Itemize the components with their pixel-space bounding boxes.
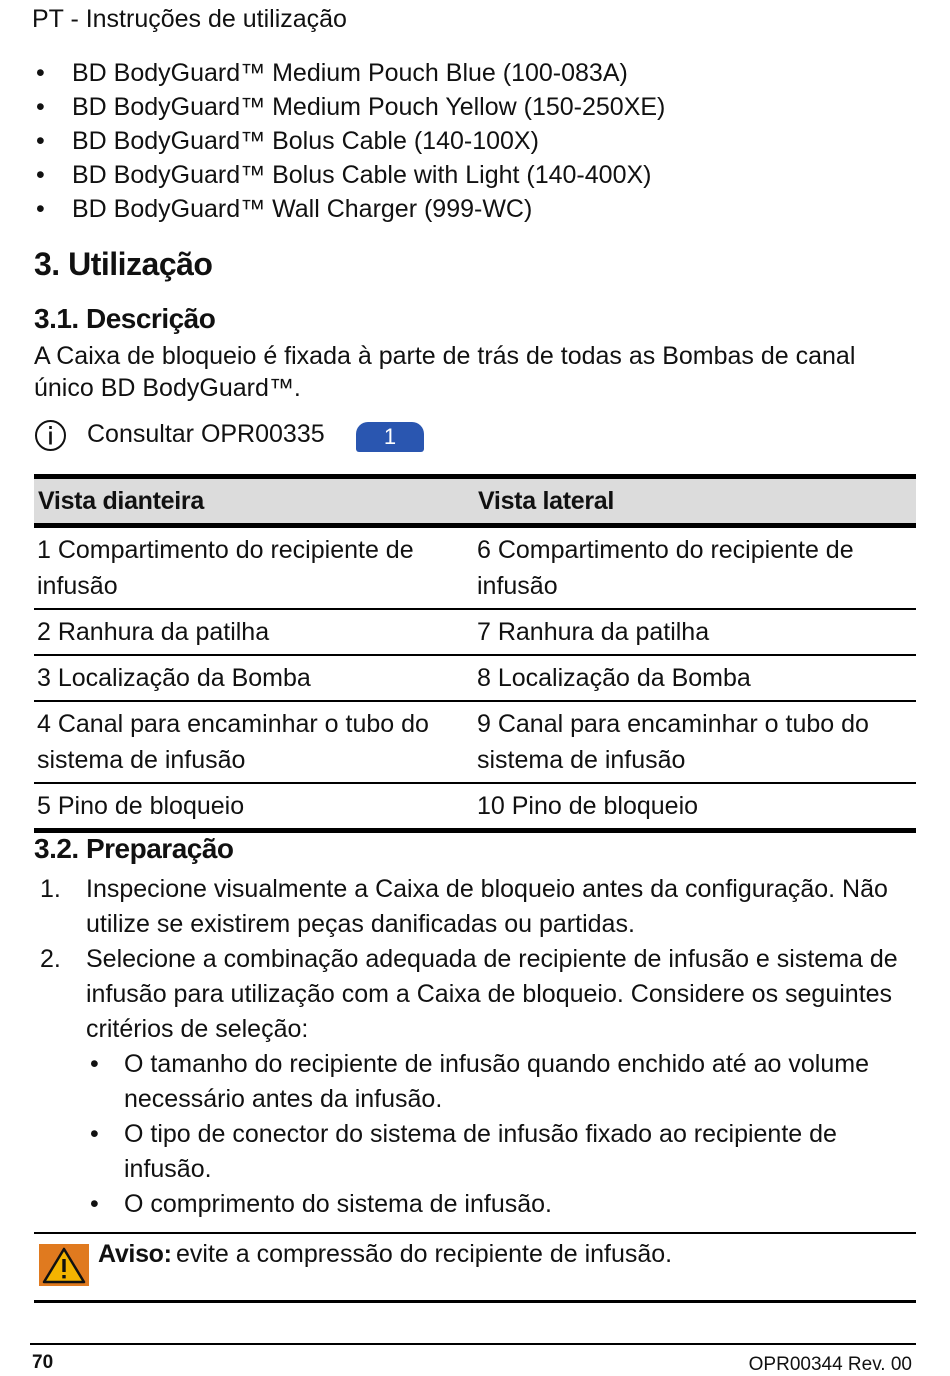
table-cell: 4 Canal para encaminhar o tubo do sistema de infusão — [34, 701, 474, 783]
table-row — [34, 526, 916, 610]
list-item: • O tamanho do recipiente de infusão quando enchido até ao volume necessário antes da infusão. — [86, 1047, 914, 1117]
parts-table — [34, 474, 916, 833]
column-header-front-view: Vista dianteira — [34, 477, 474, 526]
step-number: 2. — [40, 945, 61, 973]
table-cell: 9 Canal para encaminhar o tubo do sistema de infusão — [474, 701, 916, 783]
list-item: • BD BodyGuard™ Bolus Cable (140-100X) — [32, 124, 912, 158]
step-item — [34, 942, 914, 1222]
footer-divider — [30, 1343, 916, 1345]
step-text: Selecione a combinação adequada de recipiente de infusão e sistema de infusão para utilização com a Caixa de bloqueio. Considere os seguintes critérios de seleção: — [86, 945, 898, 1043]
section-3-title: 3. Utilização — [34, 246, 213, 282]
preparation-steps — [34, 872, 914, 1222]
table-cell: 7 Ranhura da patilha — [474, 609, 916, 655]
table-row — [34, 701, 916, 783]
list-item: • O comprimento do sistema de infusão. — [86, 1187, 914, 1222]
reference-badge[interactable]: 1 — [356, 422, 424, 452]
table-cell: 10 Pino de bloqueio — [474, 783, 916, 831]
list-item: • BD BodyGuard™ Medium Pouch Yellow (150-250XE) — [32, 90, 912, 124]
step-text: Inspecione visualmente a Caixa de bloqueio antes da configuração. Não utilize se existirem peças danificadas ou partidas. — [86, 875, 888, 938]
criteria-list — [86, 1047, 914, 1222]
reference-text: Consultar OPR00335 — [87, 420, 325, 448]
column-header-side-view: Vista lateral — [474, 477, 916, 526]
page-number: 70 — [32, 1352, 54, 1373]
warning-box — [34, 1232, 916, 1303]
warning-text: evite a compressão do recipiente de infusão. — [176, 1240, 673, 1268]
table-cell: 6 Compartimento do recipiente de infusão — [474, 526, 916, 610]
info-icon — [34, 419, 67, 452]
page-header: PT - Instruções de utilização — [32, 5, 347, 33]
table-row — [34, 655, 916, 701]
list-item: • BD BodyGuard™ Wall Charger (999-WC) — [32, 192, 912, 226]
table-cell: 1 Compartimento do recipiente de infusão — [34, 526, 474, 610]
reference-row — [34, 418, 534, 454]
list-item: • O tipo de conector do sistema de infusão fixado ao recipiente de infusão. — [86, 1117, 914, 1187]
section-3-1-description: A Caixa de bloqueio é fixada à parte de trás de todas as Bombas de canal único BD BodyGuard™. — [34, 342, 856, 402]
step-number: 1. — [40, 875, 61, 903]
accessories-list — [32, 56, 912, 226]
table-cell: 2 Ranhura da patilha — [34, 609, 474, 655]
table-cell: 5 Pino de bloqueio — [34, 783, 474, 831]
table-cell: 8 Localização da Bomba — [474, 655, 916, 701]
section-3-1-title: 3.1. Descrição — [34, 303, 216, 334]
warning-label: Aviso: — [98, 1240, 172, 1268]
table-row — [34, 783, 916, 831]
list-item: • BD BodyGuard™ Medium Pouch Blue (100-083A) — [32, 56, 912, 90]
step-item — [34, 872, 914, 942]
section-3-2-title: 3.2. Preparação — [34, 833, 234, 864]
list-item: • BD BodyGuard™ Bolus Cable with Light (140-400X) — [32, 158, 912, 192]
table-header-row — [34, 477, 916, 526]
table-row — [34, 609, 916, 655]
warning-triangle-icon — [39, 1244, 89, 1286]
table-cell: 3 Localização da Bomba — [34, 655, 474, 701]
document-revision: OPR00344 Rev. 00 — [748, 1354, 912, 1375]
